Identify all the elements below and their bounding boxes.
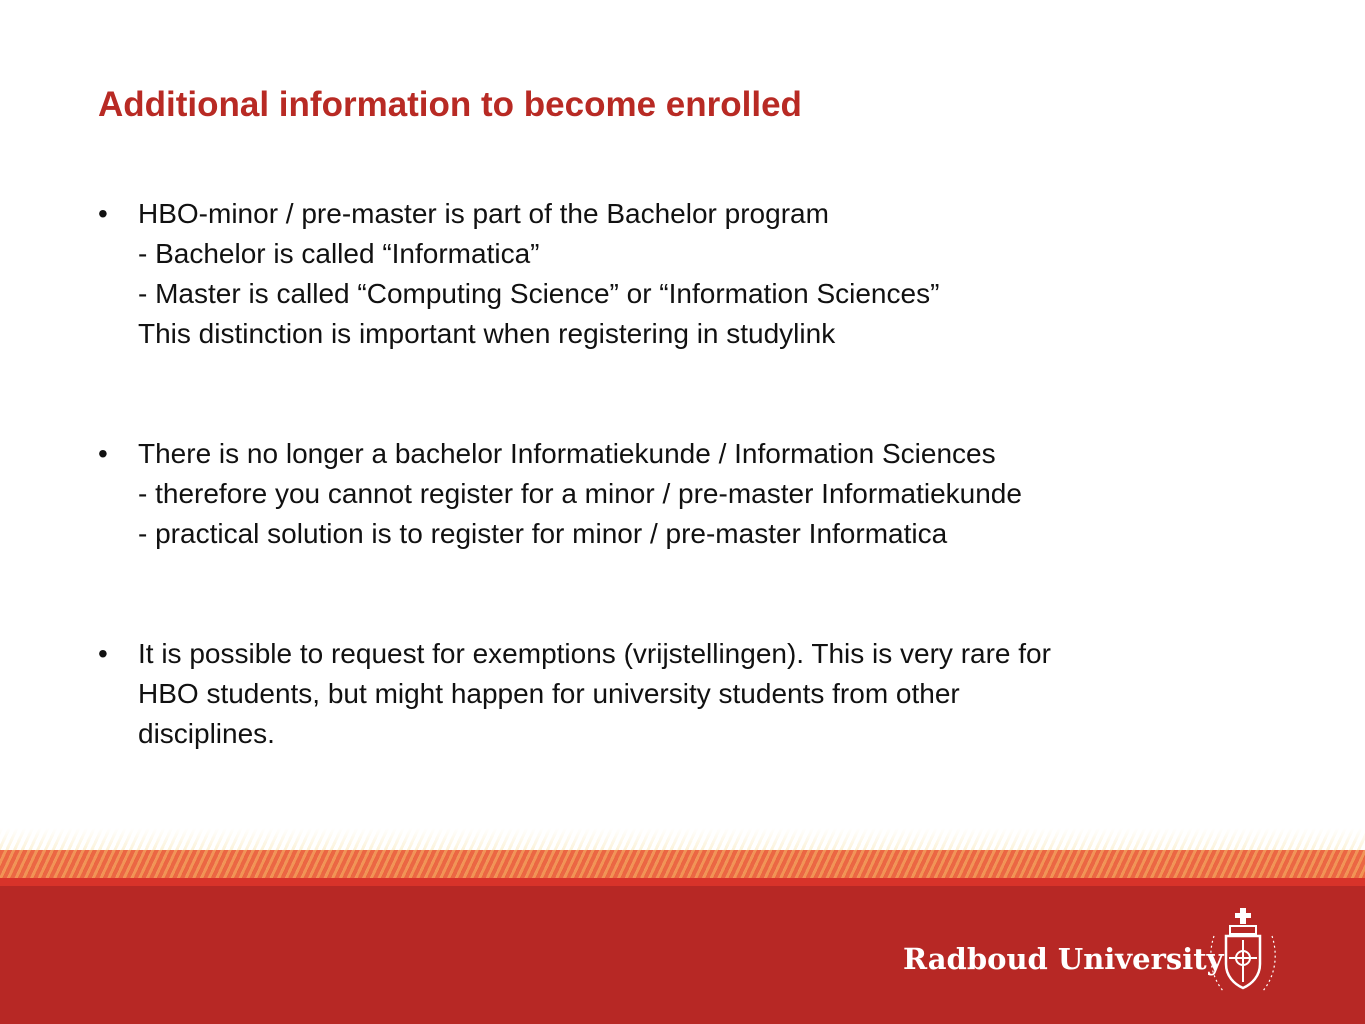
bullet-line: - Bachelor is called “Informatica” (138, 238, 540, 269)
bullet-item (98, 434, 1278, 554)
footer-band (0, 828, 1365, 1024)
bullet-item (98, 634, 1278, 754)
bullet-line: It is possible to request for exemptions (vrijstellingen). This is very rare for (138, 638, 1051, 669)
bullet-marker: • (98, 198, 108, 229)
bullet-line: There is no longer a bachelor Informatiekunde / Information Sciences (138, 438, 996, 469)
bullet-line: - Master is called “Computing Science” or “Information Sciences” (138, 278, 940, 309)
bullet-item (98, 194, 1278, 354)
bullet-line: - therefore you cannot register for a minor / pre-master Informatiekunde (138, 478, 1022, 509)
bullet-marker: • (98, 438, 108, 469)
bullet-line: HBO students, but might happen for university students from other (138, 678, 960, 709)
bullet-marker: • (98, 638, 108, 669)
university-crest-logo (1202, 906, 1284, 1002)
bullet-line: disciplines. (138, 718, 275, 749)
bullet-line: HBO-minor / pre-master is part of the Bachelor program (138, 198, 829, 229)
slide-title: Additional information to become enrolled (98, 85, 802, 124)
bullet-line: This distinction is important when registering in studylink (138, 318, 836, 349)
university-name: Radboud University (903, 942, 1224, 976)
bullet-line: - practical solution is to register for minor / pre-master Informatica (138, 518, 948, 549)
